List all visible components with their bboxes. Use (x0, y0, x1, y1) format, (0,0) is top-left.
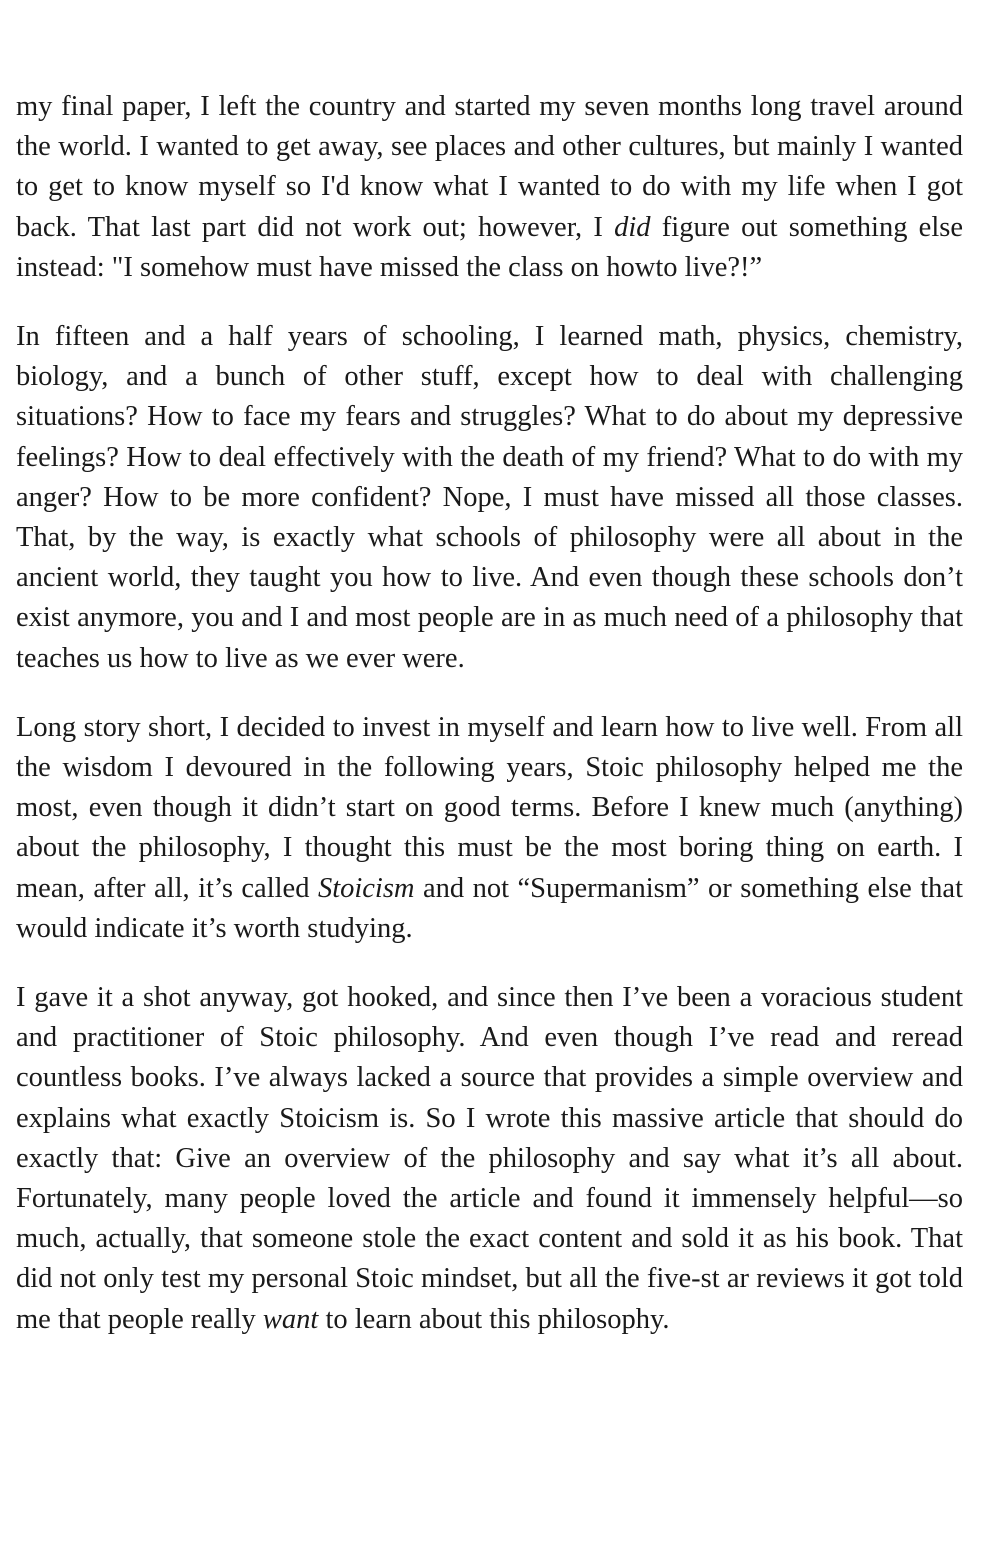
paragraph-text: In fifteen and a half years of schooling, I learned math, physics, chemistry, biology, and a bunch of other stuff, except how to deal with challenging situations? How to face my fears and struggles? What to do about my depressive feelings? How to deal effectively with the death of my friend? What to do with my anger? How to be more confident? Nope, I must have missed all those classes. That, by the way, is exactly what schools of philosophy were all about in the ancient world, they taught you how to live. And even though these schools don’t exist anymore, you and I and most people are in as much need of a philosophy that teaches us how to live as we ever were. (16, 321, 963, 674)
paragraph-text: Long story short, I decided to invest in myself and learn how to live well. From all the wisdom I devoured in the following years, Stoic philosophy helped me the most, even though it didn’t start on good terms. Before I knew much (anything) about the philosophy, I thought this must be the most boring thing on earth. I mean, after all, it’s called (16, 711, 963, 904)
paragraph-text: I gave it a shot anyway, got hooked, and since then I’ve been a voracious student and practitioner of Stoic philosophy. And even though I’ve read and reread countless books. I’ve always lacked a source that provides a simple overview and explains what exactly Stoicism is. So I wrote this massive article that should do exactly that: Give an overview of the philosophy and say what it’s all about. Fortunately, many people loved the article and found it immensely helpful—so much, actually, that someone stole the exact content and sold it as his book. That did not only test my personal Stoic mindset, but all the five-st ar reviews it got told me that people really (16, 982, 963, 1335)
emphasis-text: Stoicism (317, 872, 415, 904)
document-page (16, 87, 963, 1340)
paragraph-3 (16, 708, 963, 949)
paragraph-text: my final paper, I left the country and started my seven months long travel around the world. I wanted to get away, see places and other cultures, but mainly I wanted to get to know myself so I'd know what I wanted to do with my life when I got back. That last part did not work out; however, I (16, 91, 963, 243)
paragraph-2 (16, 317, 963, 679)
paragraph-1 (16, 87, 963, 288)
emphasis-text: want (262, 1303, 319, 1335)
paragraph-4 (16, 978, 963, 1340)
paragraph-text: and not “Supermanism” or something else that would indicate it’s worth studying. (16, 872, 963, 944)
paragraph-text: to learn about this philosophy. (318, 1303, 670, 1335)
paragraph-text: figure out something else instead: "I somehow must have missed the class on howto live?!” (16, 211, 963, 283)
emphasis-text: did (614, 211, 651, 243)
